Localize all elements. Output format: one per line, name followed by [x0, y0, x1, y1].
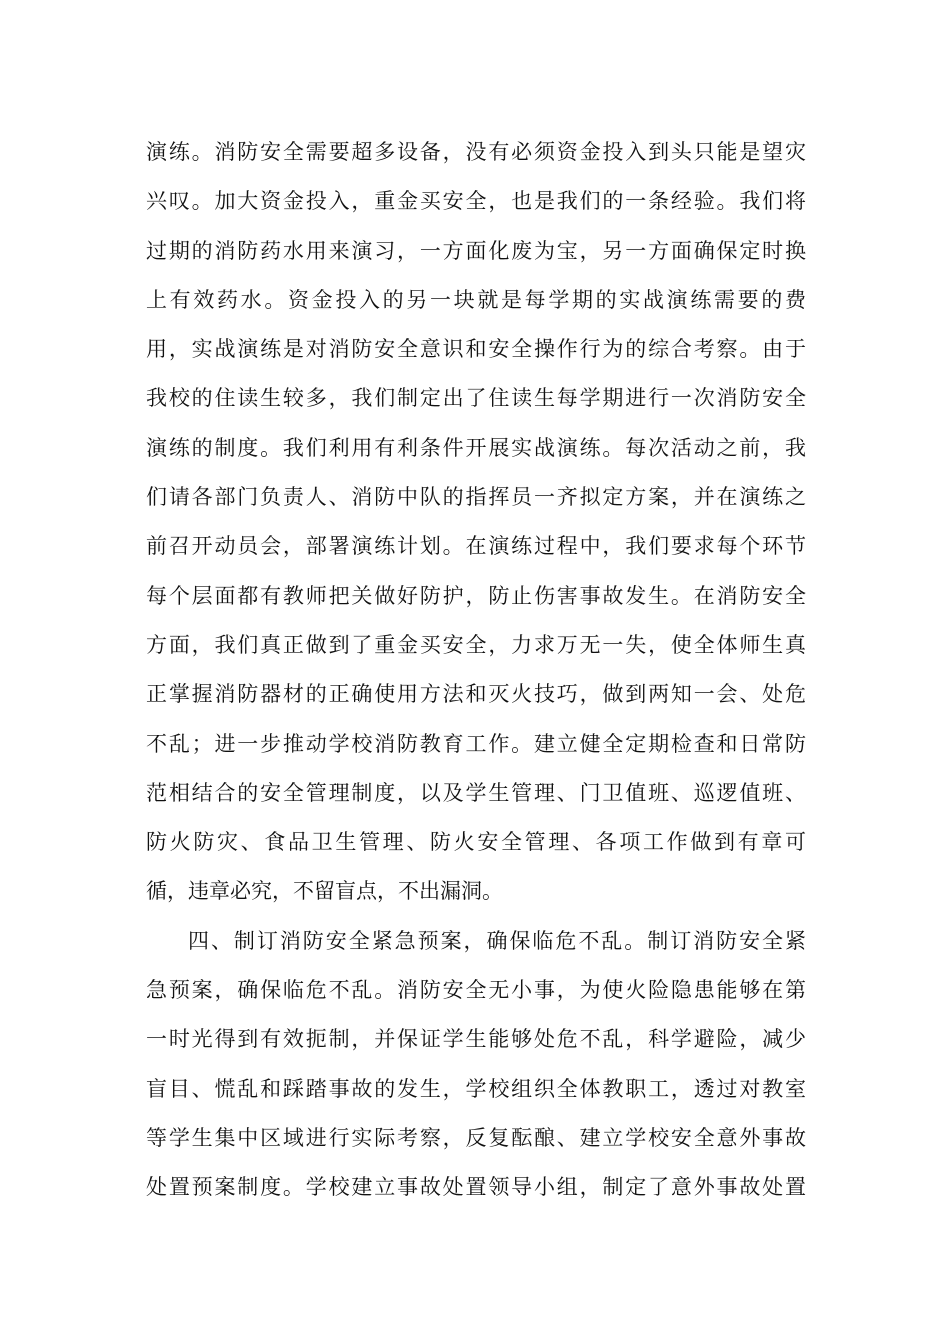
body-text [146, 128, 806, 1213]
paragraph-1-line: 前召开动员会，部署演练计划。在演练过程中，我们要求每个环节 [146, 534, 806, 559]
paragraph-2-line: 急预案，确保临危不乱。消防安全无小事，为使火险隐患能够在第 [146, 978, 806, 1003]
paragraph-1-line: 方面，我们真正做到了重金买安全，力求万无一失，使全体师生真 [146, 632, 806, 657]
paragraph-1-line: 过期的消防药水用来演习，一方面化废为宝，另一方面确保定时换 [146, 238, 806, 263]
paragraph-1-line: 兴叹。加大资金投入，重金买安全，也是我们的一条经验。我们将 [146, 189, 806, 214]
paragraph-1-line: 演练。消防安全需要超多设备，没有必须资金投入到头只能是望灾 [146, 140, 806, 164]
paragraph-2-line: 处置预案制度。学校建立事故处置领导小组，制定了意外事故处置 [146, 1175, 806, 1200]
paragraph-2-line: 等学生集中区域进行实际考察，反复酝酿、建立学校安全意外事故 [146, 1125, 806, 1150]
paragraph-2-line: 盲目、慌乱和踩踏事故的发生，学校组织全体教职工，透过对教室 [146, 1076, 806, 1101]
paragraph-1-line: 用，实战演练是对消防安全意识和安全操作行为的综合考察。由于 [146, 337, 806, 362]
paragraph-1-line: 范相结合的安全管理制度，以及学生管理、门卫值班、巡逻值班、 [146, 780, 806, 805]
paragraph-1-line: 每个层面都有教师把关做好防护，防止伤害事故发生。在消防安全 [146, 583, 806, 608]
paragraph-1-line: 我校的住读生较多，我们制定出了住读生每学期进行一次消防安全 [146, 386, 806, 411]
paragraph-1-last-line: 循，违章必究，不留盲点，不出漏洞。 [146, 879, 503, 904]
paragraph-1-line: 们请各部门负责人、消防中队的指挥员一齐拟定方案，并在演练之 [146, 485, 806, 510]
paragraph-1-line: 防火防灾、食品卫生管理、防火安全管理、各项工作做到有章可 [146, 830, 806, 855]
paragraph-2-first-line: 四、制订消防安全紧急预案，确保临危不乱。制订消防安全紧 [188, 928, 806, 953]
paragraph-1-line: 上有效药水。资金投入的另一块就是每学期的实战演练需要的费 [146, 287, 806, 312]
paragraph-1-line: 正掌握消防器材的正确使用方法和灭火技巧，做到两知一会、处危 [146, 682, 806, 707]
paragraph-1-line: 不乱；进一步推动学校消防教育工作。建立健全定期检查和日常防 [146, 731, 806, 756]
paragraph-2-line: 一时光得到有效扼制，并保证学生能够处危不乱，科学避险，减少 [146, 1027, 806, 1052]
paragraph-1-line: 演练的制度。我们利用有利条件开展实战演练。每次活动之前，我 [146, 435, 806, 460]
